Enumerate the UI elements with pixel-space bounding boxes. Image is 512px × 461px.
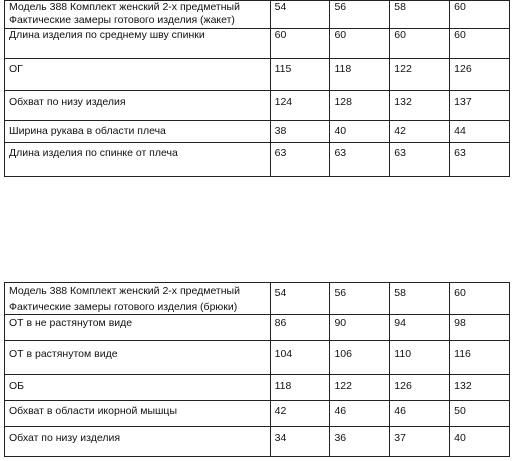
table-row: [5, 315, 510, 341]
blank-space: [0, 178, 512, 282]
value-cell: 36: [330, 427, 390, 457]
table-header-row: [5, 283, 510, 315]
size-cell: 58: [390, 1, 450, 29]
row-label: ОТ в растянутом виде: [5, 341, 271, 375]
model-title: Модель 388 Комплект женский 2-х предметный: [9, 1, 240, 13]
table-row: [5, 91, 510, 121]
model-title-cell: [5, 1, 271, 29]
row-label: Обхат по низу изделия: [5, 427, 271, 457]
row-label: Длина изделия по спинке от плеча: [5, 143, 271, 177]
model-subtitle: Фактические замеры готового изделия (брюки): [9, 301, 238, 313]
table-row: [5, 59, 510, 91]
value-cell: 124: [270, 91, 330, 121]
value-cell: 40: [450, 427, 510, 457]
value-cell: 118: [270, 375, 330, 401]
value-cell: 46: [390, 401, 450, 427]
row-label: Обхват в области икорной мышцы: [5, 401, 271, 427]
value-cell: 132: [450, 375, 510, 401]
value-cell: 34: [270, 427, 330, 457]
size-cell: 56: [330, 283, 390, 315]
value-cell: 118: [330, 59, 390, 91]
value-cell: 60: [270, 29, 330, 59]
model-title: Модель 388 Комплект женский 2-х предметный: [9, 285, 240, 297]
value-cell: 42: [270, 401, 330, 427]
value-cell: 40: [330, 121, 390, 143]
table-header-row: [5, 1, 510, 29]
value-cell: 116: [450, 341, 510, 375]
value-cell: 98: [450, 315, 510, 341]
value-cell: 132: [390, 91, 450, 121]
value-cell: 44: [450, 121, 510, 143]
value-cell: 38: [270, 121, 330, 143]
size-cell: 56: [330, 1, 390, 29]
value-cell: 122: [390, 59, 450, 91]
table-row: [5, 121, 510, 143]
value-cell: 106: [330, 341, 390, 375]
value-cell: 126: [450, 59, 510, 91]
row-label: ОБ: [5, 375, 271, 401]
value-cell: 90: [330, 315, 390, 341]
model-title-cell: [5, 283, 271, 315]
row-label: Обхват по низу изделия: [5, 91, 271, 121]
value-cell: 37: [390, 427, 450, 457]
size-cell: 60: [450, 283, 510, 315]
row-label: ОГ: [5, 59, 271, 91]
value-cell: 137: [450, 91, 510, 121]
value-cell: 128: [330, 91, 390, 121]
value-cell: 126: [390, 375, 450, 401]
size-cell: 58: [390, 283, 450, 315]
value-cell: 122: [330, 375, 390, 401]
value-cell: 63: [330, 143, 390, 177]
row-label: ОТ в не растянутом виде: [5, 315, 271, 341]
table-row: [5, 341, 510, 375]
row-label: Длина изделия по среднему шву спинки: [5, 29, 271, 59]
value-cell: 63: [270, 143, 330, 177]
jacket-measurements-table: [4, 0, 510, 177]
model-subtitle: Фактические замеры готового изделия (жакет): [9, 14, 235, 26]
table-row: [5, 375, 510, 401]
value-cell: 50: [450, 401, 510, 427]
value-cell: 42: [390, 121, 450, 143]
value-cell: 115: [270, 59, 330, 91]
value-cell: 60: [390, 29, 450, 59]
size-cell: 54: [270, 283, 330, 315]
value-cell: 60: [330, 29, 390, 59]
value-cell: 94: [390, 315, 450, 341]
table-row: [5, 401, 510, 427]
size-cell: 60: [450, 1, 510, 29]
table-row: [5, 427, 510, 457]
table-row: [5, 143, 510, 177]
value-cell: 60: [450, 29, 510, 59]
value-cell: 86: [270, 315, 330, 341]
value-cell: 63: [390, 143, 450, 177]
table-row: [5, 29, 510, 59]
size-cell: 54: [270, 1, 330, 29]
value-cell: 104: [270, 341, 330, 375]
row-label: Ширина рукава в области плеча: [5, 121, 271, 143]
value-cell: 110: [390, 341, 450, 375]
value-cell: 46: [330, 401, 390, 427]
trousers-measurements-table: [4, 282, 510, 457]
value-cell: 63: [450, 143, 510, 177]
